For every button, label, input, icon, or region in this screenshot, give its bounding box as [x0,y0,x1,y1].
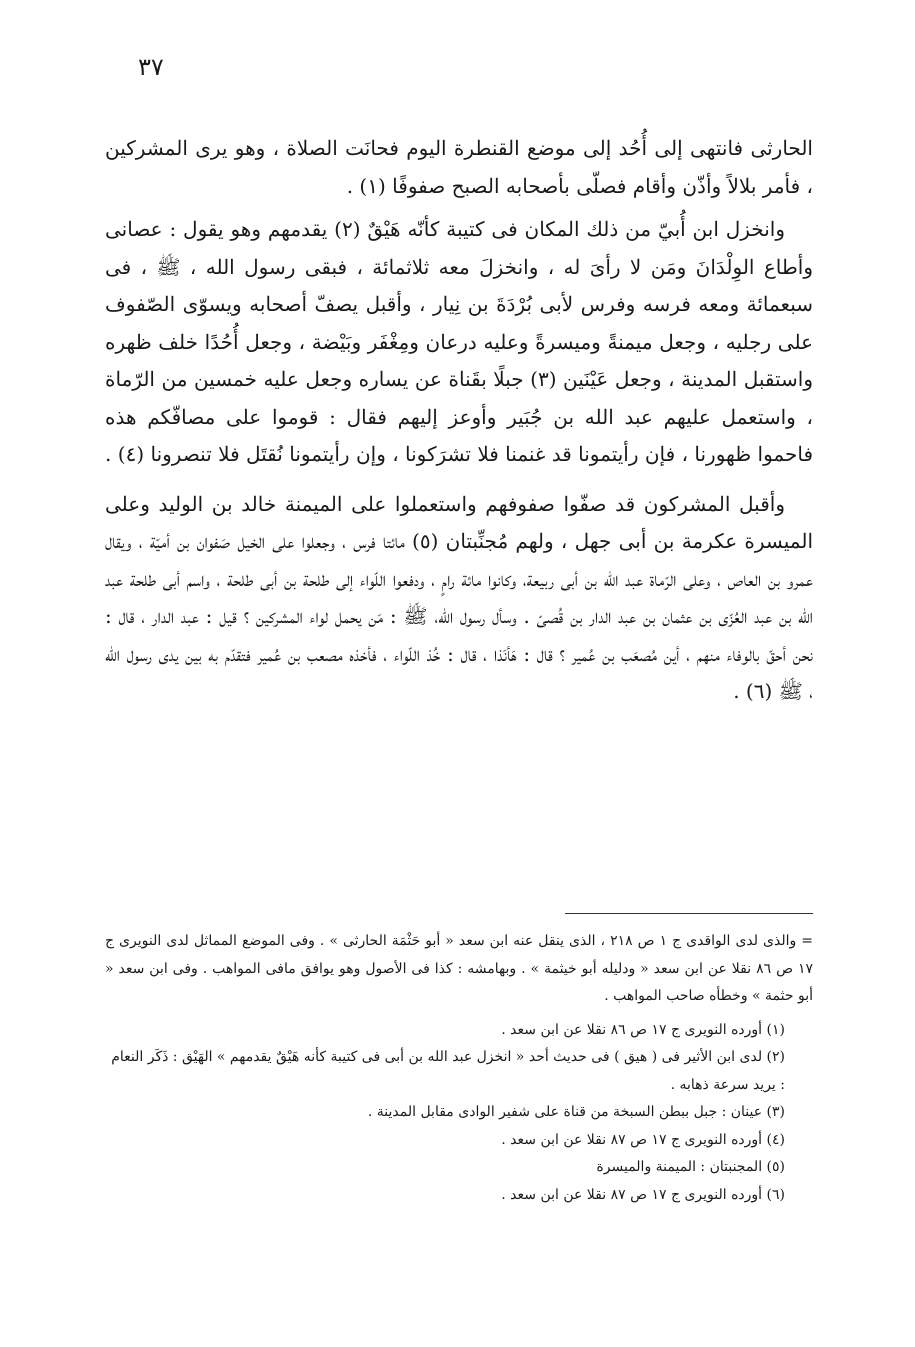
body-text [105,130,813,717]
footnote-3: (٣) عينان : جبل ببطن السبخة من قناة على شفير الوادى مقابل المدينة . [367,1104,785,1120]
footnote-1: (١) أورده النويرى ج ١٧ ص ٨٦ نقلا عن ابن سعد . [501,1021,785,1038]
footnote-5: (٥) المجنبتان : الميمنة والميسرة [596,1159,785,1175]
paragraph-3: وأقبل المشركون قد صفّوا صفوفهم واستعملوا على الميمنة خالد بن الوليد وعلى الميسرة عكرمة بن أبى جهل ، ولهم مُجنِّبتان (٥) مائتا فرس ، وجعلوا على الخيل صَفوان بن أميّة ، ويقال عمرو بن العاص ، وعلى الرّماة عبد الله بن أبى ربيعة، وكانوا مائة رامٍ ، ودفعوا اللّواء إلى طلحة بن أبى طلحة ، واسم أبى طلحة عبد الله بن عبد العُزّى بن عثمان بن عبد الدار بن قُصىّ . وسأل رسول الله، ﷺ : مَن يحمل لواء المشركين ؟ قيل : عبد الدار ، قال : نحن أحقّ بالوفاء منهم ، أين مُصعَب بن عُمير ؟ قال : هَأنَذا ، قال : خُذ اللّواء ، فأخذه مصعب بن عُمير فتقدّم به بين يدى رسول الله ، ﷺ (٦) . [105,491,813,703]
footnote-continuation: = والذى لدى الواقدى ج ١ ص ٢١٨ ، الذى ينقل عنه ابن سعد « أبو حَثْمَة الحارثى » . وفى الموضع المماثل لدى النويرى ج ١٧ ص ٨٦ نقلا عن ابن سعد « ودليله أبو خيثمة » . وبهامشه : كذا فى الأصول وهو يوافق مافى المواهب . وفى ابن سعد « أبو حثمة » وخطأه صاحب المواهب . [105,933,814,1004]
paragraph-2: وانخزل ابن أُبيّ من ذلك المكان فى كتيبة كأنّه هَيْقٌ (٢) يقدمهم وهو يقول : عصانى وأطاع الوِلْدَانَ ومَن لا رأىَ له ، وانخزلَ معه ثلاثمائة ، فبقى رسول الله ، ﷺ ، فى سبعمائة ومعه فرسه وفرس لأبى بُرْدَةَ بن نِيار ، وأقبل يصفّ أصحابه ويسوّى الصّفوف على رجليه ، وجعل ميمنةً وميسرةً وعليه درعان ومِغْفَر وبَيْضة ، وجعل أُحُدًا خلف ظهره واستقبل المدينة ، وجعل عَيْنَين (٣) جبلًا بقَناة عن يساره وجعل عليه خمسين من الرّماة ، واستعمل عليهم عبد الله بن جُبَير وأوعز إليهم فقال : قوموا على مصافّكم هذه فاحموا ظهورنا ، فإن رأيتمونا قد غنمنا فلا تشرَكونا ، وإن رأيتمونا نُقتَل فلا تنصرونا (٤) . [105,217,813,466]
footnote-6: (٦) أورده النويرى ج ١٧ ص ٨٧ نقلا عن ابن سعد . [501,1186,785,1203]
footnotes [105,928,813,1209]
paragraph-1: الحارثى فانتهى إلى أُحُد إلى موضع القنطرة اليوم فحانَت الصلاة ، وهو يرى المشركين ، فأمر بلالاً وأذّن وأقام فصلّى بأصحابه الصبح صفوفًا (١) . [105,136,813,198]
footnote-2: (٢) لدى ابن الأثير فى ( هيق ) فى حديث أحد « انخزل عبد الله بن أبى فى كتيبة كأنه هَيْقٌ يقدمهم » الهَيْق : ذَكَر النعام : يريد سرعة ذهابه . [111,1049,785,1093]
footnote-divider [565,913,813,914]
footnote-4: (٤) أورده النويرى ج ١٧ ص ٨٧ نقلا عن ابن سعد . [501,1131,785,1148]
page-number: ٣٧ [138,53,164,81]
